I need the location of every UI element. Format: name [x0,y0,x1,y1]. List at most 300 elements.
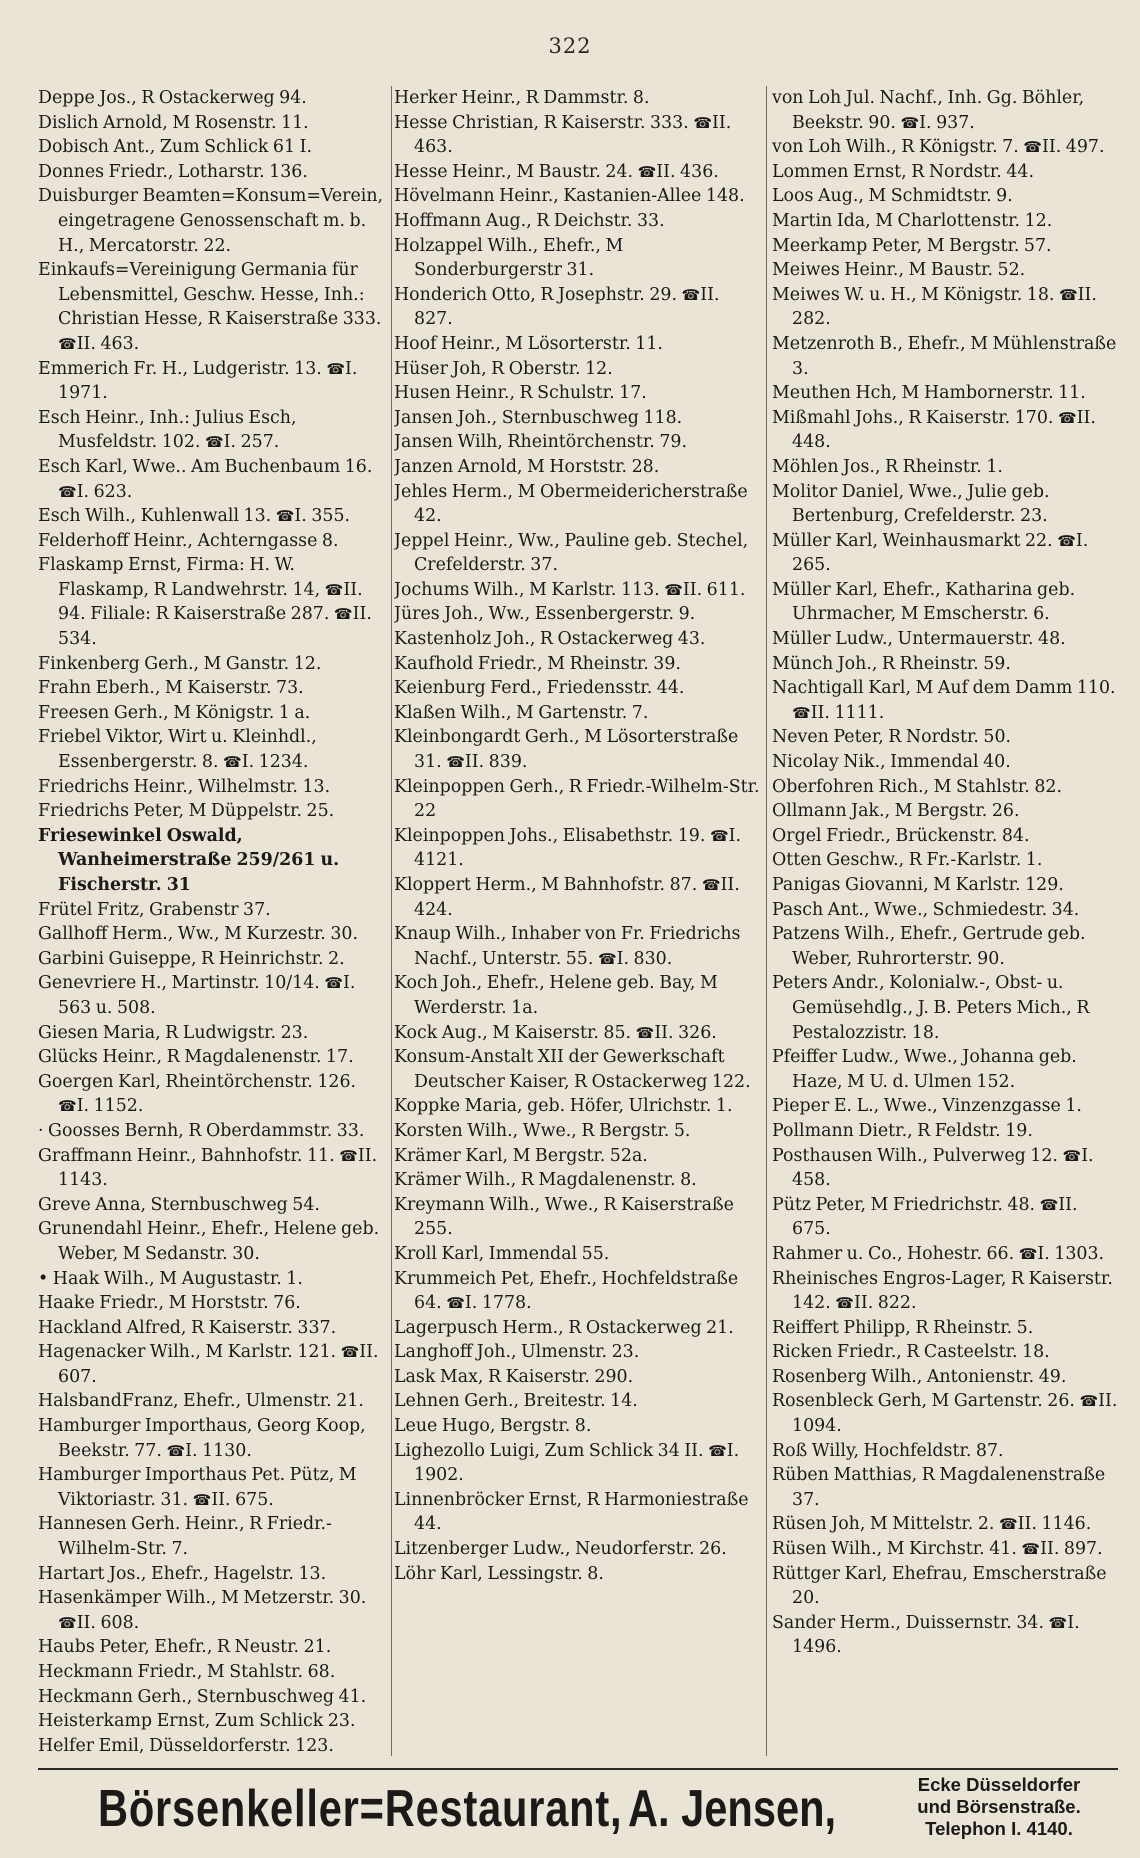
directory-entry [394,1193,762,1242]
directory-entry [38,775,388,800]
entry-text: Krämer Karl, M Bergstr. 52a. [394,1145,648,1166]
entry-text: Sander Herm., Duissernstr. 34. [772,1612,1044,1633]
telephone-number: ☎ I. 458. [792,1146,1094,1191]
directory-entry [394,529,762,578]
entry-text: Lighezollo Luigi, Zum Schlick 34 II. [394,1440,704,1461]
directory-entry [38,406,388,455]
directory-entry [38,1709,388,1734]
telephone-number: ☎ II. 1143. [58,1146,377,1191]
directory-entry [772,775,1118,800]
directory-entry [38,1463,388,1512]
entry-text: Oberfohren Rich., M Stahlstr. 82. [772,776,1063,797]
entry-text: Rüsen Joh, M Mittelstr. 2. [772,1514,995,1535]
entry-text: Konsum-Anstalt XII der Gewerkschaft Deutscher Kaiser, R Ostackerweg 122. [394,1047,751,1092]
entry-text: Friesewinkel Oswald, Wanheimerstraße 259/261 u. Fischerstr. 31 [38,825,340,895]
directory-entry [772,283,1118,332]
directory-entry [394,1439,762,1488]
entry-text: Koch Joh., Ehefr., Helene geb. Bay, M Werderstr. 1a. [394,973,718,1018]
entry-text: Husen Heinr., R Schulstr. 17. [394,383,647,404]
directory-entry [38,1267,388,1292]
entry-text: Roß Willy, Hochfeldstr. 87. [772,1440,1004,1461]
directory-entry [394,725,762,774]
entry-text: Greve Anna, Sternbuschweg 54. [38,1194,320,1215]
entry-text: Meerkamp Peter, M Bergstr. 57. [772,235,1052,256]
directory-entry [38,553,388,651]
entry-text: Mißmahl Johs., R Kaiserstr. 170. [772,407,1054,428]
directory-entry [772,1389,1118,1438]
directory-entry [394,602,762,627]
entry-text: Meuthen Hch, M Hambornerstr. 11. [772,383,1086,404]
telephone-number: ☎ I. 1971. [58,359,357,404]
directory-entry [38,111,388,136]
directory-entry [772,332,1118,381]
entry-branch-text: Filiale: R Kaiserstraße 287. [90,604,330,625]
directory-entry [38,1340,388,1389]
directory-entry [772,234,1118,259]
entry-text: Hasenkämper Wilh., M Metzerstr. 30. [38,1588,367,1609]
directory-entry [38,1734,388,1759]
entry-text: Flaskamp Ernst, Firma: H. W. Flaskamp, R Landwehrstr. 14, [38,555,321,600]
entry-text: Hamburger Importhaus, Georg Koop, Beekstr. 77. [38,1416,366,1461]
advertisement-banner [38,1768,1118,1846]
entry-text: Haake Friedr., M Horststr. 76. [38,1293,301,1314]
directory-entry [772,971,1118,1045]
directory-entry [394,86,762,111]
telephone-number: ☎ II. 897. [1021,1539,1102,1559]
telephone-number: ☎ I. 1303. [1019,1244,1104,1264]
directory-entry [772,1045,1118,1094]
directory-entry [38,824,388,898]
entry-text: Hartart Jos., Ehefr., Hagelstr. 13. [38,1563,327,1584]
telephone-number: ☎ II. 497. [1023,137,1104,157]
entry-text: Holzappel Wilh., Ehefr., M Sonderburgerstr 31. [394,235,624,281]
directory-entry [38,1021,388,1046]
directory-entry [394,1094,762,1119]
entry-text: Pütz Peter, M Friedrichstr. 48. [772,1194,1036,1215]
entry-text: Garbini Guiseppe, R Heinrichstr. 2. [38,948,345,969]
entry-text: Nachtigall Karl, M Auf dem Damm 110. [772,678,1116,699]
directory-entry [394,922,762,971]
directory-entry [394,381,762,406]
entry-text: Meiwes Heinr., M Baustr. 52. [772,260,1026,281]
directory-entry [38,1685,388,1710]
telephone-number: ☎ II. 534. [58,604,372,649]
telephone-number: ☎ I. 937. [900,113,974,133]
entry-text: Hesse Heinr., M Baustr. 24. [394,161,634,182]
directory-entry [38,1045,388,1070]
page-number: 322 [548,34,592,58]
entry-text: Hagenacker Wilh., M Karlstr. 121. [38,1342,337,1363]
entry-text: Friebel Viktor, Wirt u. Kleinhdl., Essenbergerstr. 8. [38,727,317,773]
directory-entry [772,529,1118,578]
directory-entry [38,1562,388,1587]
entry-text: von Loh Jul. Nachf., Inh. Gg. Böhler, Beekstr. 90. [772,88,1085,133]
telephone-number: ☎ II. 282. [792,285,1097,330]
entry-text: Einkaufs=Vereinigung Germania für Lebensmittel, Geschw. Hesse, Inh.: Christian Hesse, R Kaiserstraße 333. [38,260,382,330]
directory-entry [394,701,762,726]
entry-text: Rüsen Wilh., M Kirchstr. 41. [772,1539,1017,1560]
telephone-number: ☎ II. 1111. [792,703,884,723]
entry-text: Pollmann Dietr., R Feldstr. 19. [772,1120,1033,1141]
telephone-number: ☎ II. 608. [58,1613,139,1633]
entry-text: Rheinisches Engros-Lager, R Kaiserstr. 142. [772,1268,1113,1314]
directory-entry [394,111,762,160]
directory-entry [38,184,388,258]
entry-text: Klaßen Wilh., M Gartenstr. 7. [394,702,649,723]
telephone-number: ☎ I. 1130. [166,1441,251,1461]
entry-text: Hoffmann Aug., R Deichstr. 33. [394,210,665,231]
entry-text: Loos Aug., M Schmidtstr. 9. [772,186,1013,207]
entry-text: Pieper E. L., Wwe., Vinzenzgasse 1. [772,1096,1082,1117]
entry-text: Jochums Wilh., M Karlstr. 113. [394,579,660,600]
directory-entry [394,1414,762,1439]
directory-entry [772,627,1118,652]
entry-text: Deppe Jos., R Ostackerweg 94. [38,88,307,108]
directory-entry [772,1094,1118,1119]
directory-column-3 [772,86,1118,1766]
telephone-number: ☎ I. 257. [205,432,279,452]
directory-entry [38,160,388,185]
telephone-number: ☎ II. 827. [414,285,720,330]
directory-entry [394,1045,762,1094]
directory-entry [772,1439,1118,1464]
entry-text: Otten Geschw., R Fr.-Karlstr. 1. [772,850,1043,871]
entry-text: Kloppert Herm., M Bahnhofstr. 87. [394,875,698,895]
directory-entry [772,1463,1118,1512]
entry-text: Müller Karl, Ehefr., Katharina geb. Uhrmacher, M Emscherstr. 6. [772,579,1076,625]
telephone-number: ☎ I. 1496. [792,1613,1080,1658]
ad-address-line: und Börsenstraße. [917,1796,1081,1817]
directory-entry [772,1537,1118,1562]
directory-entry [38,922,388,947]
directory-entry [394,184,762,209]
telephone-number: ☎ II. 463. [58,334,139,354]
entry-text: Ricken Friedr., R Casteelstr. 18. [772,1342,1050,1363]
telephone-number: ☎ I. 1234. [223,752,308,772]
directory-entry [38,898,388,923]
directory-entry [38,1070,388,1119]
entry-text: Posthausen Wilh., Pulverweg 12. [772,1145,1058,1166]
directory-entry [772,578,1118,627]
entry-text: Rüttger Karl, Ehefrau, Emscherstraße 20. [772,1563,1107,1609]
directory-columns [38,86,1118,1766]
directory-entry [772,455,1118,480]
directory-entry [394,1144,762,1169]
directory-entry [38,676,388,701]
directory-entry [772,652,1118,677]
directory-entry [38,799,388,824]
directory-entry [38,529,388,554]
entry-text: Genevriere H., Martinstr. 10/14. [38,973,320,994]
directory-entry [772,258,1118,283]
directory-entry [772,1316,1118,1341]
directory-entry [394,1340,762,1365]
entry-text: Molitor Daniel, Wwe., Julie geb. Bertenburg, Crefelderstr. 23. [772,481,1050,527]
directory-entry [394,1168,762,1193]
entry-text: Litzenberger Ludw., Neudorferstr. 26. [394,1539,727,1560]
entry-text: Koppke Maria, geb. Höfer, Ulrichstr. 1. [394,1096,733,1117]
entry-text: Finkenberg Gerh., M Ganstr. 12. [38,653,322,674]
directory-entry [772,922,1118,971]
directory-entry [772,898,1118,923]
directory-entry [394,873,762,922]
entry-text: Esch Wilh., Kuhlenwall 13. [38,506,272,527]
directory-entry [772,1119,1118,1144]
telephone-number: ☎ I. 265. [792,531,1088,576]
entry-text: HalsbandFranz, Ehefr., Ulmenstr. 21. [38,1391,364,1412]
telephone-number: ☎ II. 1146. [999,1514,1091,1534]
telephone-number: ☎ II. 448. [792,408,1096,453]
directory-entry [772,824,1118,849]
entry-text: Esch Karl, Wwe.. Am Buchenbaum 16. [38,456,373,477]
directory-entry [394,1316,762,1341]
directory-entry [38,1193,388,1218]
entry-text: Löhr Karl, Lessingstr. 8. [394,1563,604,1584]
entry-text: Jehles Herm., M Obermeidericherstraße 42. [394,481,748,527]
entry-text: Rahmer u. Co., Hohestr. 66. [772,1243,1015,1264]
entry-text: Esch Heinr., Inh.: Julius Esch, Musfeldstr. 102. [38,407,297,453]
entry-text: Kaufhold Friedr., M Rheinstr. 39. [394,653,681,674]
entry-text: Grunendahl Heinr., Ehefr., Helene geb. Weber, M Sedanstr. 30. [38,1219,380,1264]
entry-text: Honderich Otto, R Josephstr. 29. [394,284,678,305]
telephone-number: ☎ II. 1094. [792,1391,1117,1436]
directory-entry [38,1217,388,1266]
directory-entry [772,1512,1118,1537]
directory-entry [394,406,762,431]
entry-text: Helfer Emil, Düsseldorferstr. 123. [38,1735,334,1756]
directory-entry [772,406,1118,455]
telephone-number: ☎ II. 675. [792,1195,1078,1240]
entry-text: Frütel Fritz, Grabenstr 37. [38,899,271,920]
entry-text: Möhlen Jos., R Rheinstr. 1. [772,456,1003,477]
directory-entry [394,283,762,332]
entry-text: Krummeich Pet, Ehefr., Hochfeldstraße 64. [394,1268,739,1314]
telephone-number: ☎ I. 623. [58,482,132,502]
entry-text: Kleinbongardt Gerh., M Lösorterstraße 31. [394,727,739,773]
directory-entry [394,824,762,873]
telephone-number: ☎ I. 1778. [446,1293,531,1313]
directory-entry [394,1119,762,1144]
telephone-number: ☎ I. 355. [276,506,350,526]
directory-entry [38,947,388,972]
directory-entry [772,86,1118,135]
entry-text: Pfeiffer Ludw., Wwe., Johanna geb. Haze, M U. d. Ulmen 152. [772,1047,1077,1092]
entry-text: Hüser Joh, R Oberstr. 12. [394,358,613,379]
ad-address-line: Ecke Düsseldorfer [917,1774,1081,1795]
directory-entry [38,1389,388,1414]
entry-text: Peters Andr., Kolonialw.-, Obst- u. Gemüsehdlg., J. B. Peters Mich., R Pestalozzistr. 18. [772,973,1090,1043]
directory-entry [394,455,762,480]
directory-entry [394,1242,762,1267]
directory-entry [394,1389,762,1414]
directory-entry [772,676,1118,725]
directory-entry [38,357,388,406]
directory-entry [38,455,388,504]
entry-text: Korsten Wilh., Wwe., R Bergstr. 5. [394,1120,691,1141]
entry-text: Friedrichs Peter, M Düppelstr. 25. [38,801,335,822]
directory-entry [772,750,1118,775]
entry-text: Frahn Eberh., M Kaiserstr. 73. [38,678,304,699]
entry-text: Panigas Giovanni, M Karlstr. 129. [772,875,1064,895]
directory-entry [772,1193,1118,1242]
entry-text: Kreymann Wilh., Wwe., R Kaiserstraße 255. [394,1194,734,1240]
entry-text: Hesse Christian, R Kaiserstr. 333. [394,112,689,133]
entry-text: Hoof Heinr., M Lösorterstr. 11. [394,333,663,354]
directory-entry [38,701,388,726]
entry-text: Kleinpoppen Johs., Elisabethstr. 19. [394,825,706,846]
entry-text: Kleinpoppen Gerh., R Friedr.-Wilhelm-Str. 22 [394,776,760,822]
entry-text: Keienburg Ferd., Friedensstr. 44. [394,678,685,699]
directory-entry [394,430,762,455]
entry-text: Rosenberg Wilh., Antonienstr. 49. [772,1366,1067,1387]
ad-address-block [884,1774,1114,1840]
entry-text: Martin Ida, M Charlottenstr. 12. [772,210,1053,231]
directory-entry [394,1365,762,1390]
directory-entry [772,799,1118,824]
directory-column-2 [394,86,762,1766]
directory-entry [394,578,762,603]
entry-text: Krämer Wilh., R Magdalenenstr. 8. [394,1170,697,1191]
entry-text: Hannesen Gerh. Heinr., R Friedr.-Wilhelm-Str. 7. [38,1514,332,1560]
entry-text: Glücks Heinr., R Magdalenenstr. 17. [38,1047,354,1068]
telephone-number: ☎ I. 4121. [414,826,741,871]
entry-text: Giesen Maria, R Ludwigstr. 23. [38,1022,309,1043]
telephone-number: ☎ II. 436. [638,162,719,182]
entry-text: Friedrichs Heinr., Wilhelmstr. 13. [38,776,331,797]
directory-entry [394,1537,762,1562]
entry-text: Heckmann Gerh., Sternbuschweg 41. [38,1686,367,1707]
entry-text: Graffmann Heinr., Bahnhofstr. 11. [38,1145,335,1166]
entry-text: Lommen Ernst, R Nordstr. 44. [772,161,1034,182]
directory-entry [38,652,388,677]
directory-entry [394,775,762,824]
directory-entry [38,1635,388,1660]
directory-entry [394,160,762,185]
entry-text: Nicolay Nik., Immendal 40. [772,752,1011,773]
entry-text: Orgel Friedr., Brückenstr. 84. [772,825,1030,846]
entry-text: Rosenbleck Gerh, M Gartenstr. 26. [772,1391,1075,1412]
directory-entry [772,1340,1118,1365]
directory-entry [772,1144,1118,1193]
directory-entry [38,1512,388,1561]
entry-text: Heckmann Friedr., M Stahlstr. 68. [38,1662,336,1682]
entry-text: Münch Joh., R Rheinstr. 59. [772,653,1011,674]
directory-entry [772,1562,1118,1611]
entry-text: Kroll Karl, Immendal 55. [394,1243,610,1264]
directory-entry [772,1242,1118,1267]
entry-text: Gallhoff Herm., Ww., M Kurzestr. 30. [38,924,359,945]
telephone-number: ☎ I. 830. [598,949,672,969]
directory-entry [38,1316,388,1341]
entry-text: Janzen Arnold, M Horststr. 28. [394,456,660,477]
directory-column-1 [38,86,388,1766]
directory-entry [772,1267,1118,1316]
directory-entry [38,86,388,111]
telephone-number: ☎ II. 326. [636,1023,717,1043]
entry-text: Ollmann Jak., M Bergstr. 26. [772,801,1020,822]
entry-text: Jansen Joh., Sternbuschweg 118. [394,407,683,428]
telephone-number: ☎ II. 675. [193,1490,274,1510]
directory-entry [38,504,388,529]
telephone-number: ☎ II. 94. [58,580,363,625]
directory-entry [394,1562,762,1587]
directory-entry [772,135,1118,160]
directory-entry [772,209,1118,234]
entry-text: Rüben Matthias, R Magdalenenstraße 37. [772,1465,1106,1510]
directory-entry [38,1414,388,1463]
directory-entry [394,1488,762,1537]
directory-entry [772,848,1118,873]
entry-text: Haubs Peter, Ehefr., R Neustr. 21. [38,1637,332,1658]
telephone-number: ☎ II. 607. [58,1342,379,1387]
entry-text: Jansen Wilh, Rheintörchenstr. 79. [394,432,688,453]
directory-entry [38,1586,388,1635]
directory-entry [394,332,762,357]
entry-text: Jüres Joh., Ww., Essenbergerstr. 9. [394,604,696,625]
entry-text: Metzenroth B., Ehefr., M Mühlenstraße 3. [772,333,1117,379]
directory-entry [394,480,762,529]
entry-text: Reiffert Philipp, R Rheinstr. 5. [772,1317,1034,1338]
entry-text: Herker Heinr., R Dammstr. 8. [394,88,650,108]
directory-entry [38,1660,388,1685]
entry-text: Dislich Arnold, M Rosenstr. 11. [38,112,309,133]
ad-restaurant-name: Börsenkeller=Restaurant, [98,1780,623,1838]
entry-text: Linnenbröcker Ernst, R Harmoniestraße 44. [394,1489,749,1535]
directory-entry [394,652,762,677]
directory-entry [38,725,388,774]
entry-text: Emmerich Fr. H., Ludgeristr. 13. [38,358,322,379]
telephone-number: ☎ II. 611. [664,580,745,600]
entry-text: Knaup Wilh., Inhaber von Fr. Friedrichs Nachf., Unterstr. 55. [394,924,741,969]
directory-entry [394,1021,762,1046]
entry-text: Meiwes W. u. H., M Königstr. 18. [772,284,1055,305]
entry-text: Donnes Friedr., Lotharstr. 136. [38,161,308,182]
ad-telephone: Telephon I. 4140. [925,1818,1073,1839]
directory-entry [772,873,1118,898]
directory-entry [772,480,1118,529]
directory-entry [772,160,1118,185]
directory-entry [772,381,1118,406]
directory-entry [38,1119,388,1144]
directory-entry [394,209,762,234]
entry-text: Patzens Wilh., Ehefr., Gertrude geb. Weber, Ruhrorterstr. 90. [772,924,1086,969]
directory-entry [394,234,762,283]
entry-text: Neven Peter, R Nordstr. 50. [772,727,1012,748]
directory-entry [38,135,388,160]
entry-text: Langhoff Joh., Ulmenstr. 23. [394,1342,640,1363]
ad-owner-name: A. Jensen, [628,1780,837,1838]
entry-text: Freesen Gerh., M Königstr. 1 a. [38,702,311,723]
entry-text: Duisburger Beamten=Konsum=Verein, eingetragene Genossenschaft m. b. H., Mercatorstr. 22. [38,186,384,256]
directory-entry [772,1365,1118,1390]
directory-entry [38,258,388,356]
entry-text: Kock Aug., M Kaiserstr. 85. [394,1022,632,1043]
entry-text: Hövelmann Heinr., Kastanien-Allee 148. [394,186,745,207]
telephone-number: ☎ II. 839. [446,752,527,772]
directory-entry [394,627,762,652]
entry-text: Müller Karl, Weinhausmarkt 22. [772,530,1053,551]
entry-text: Lehnen Gerh., Breitestr. 14. [394,1391,638,1412]
entry-text: Pasch Ant., Wwe., Schmiedestr. 34. [772,899,1080,920]
entry-text: Heisterkamp Ernst, Zum Schlick 23. [38,1711,356,1732]
entry-text: • Haak Wilh., M Augustastr. 1. [38,1268,303,1289]
telephone-number: ☎ II. 424. [414,875,740,920]
entry-text: Leue Hugo, Bergstr. 8. [394,1416,592,1437]
entry-text: Müller Ludw., Untermauerstr. 48. [772,629,1066,650]
entry-text: Kastenholz Joh., R Ostackerweg 43. [394,629,706,650]
directory-entry [38,1291,388,1316]
directory-entry [394,676,762,701]
